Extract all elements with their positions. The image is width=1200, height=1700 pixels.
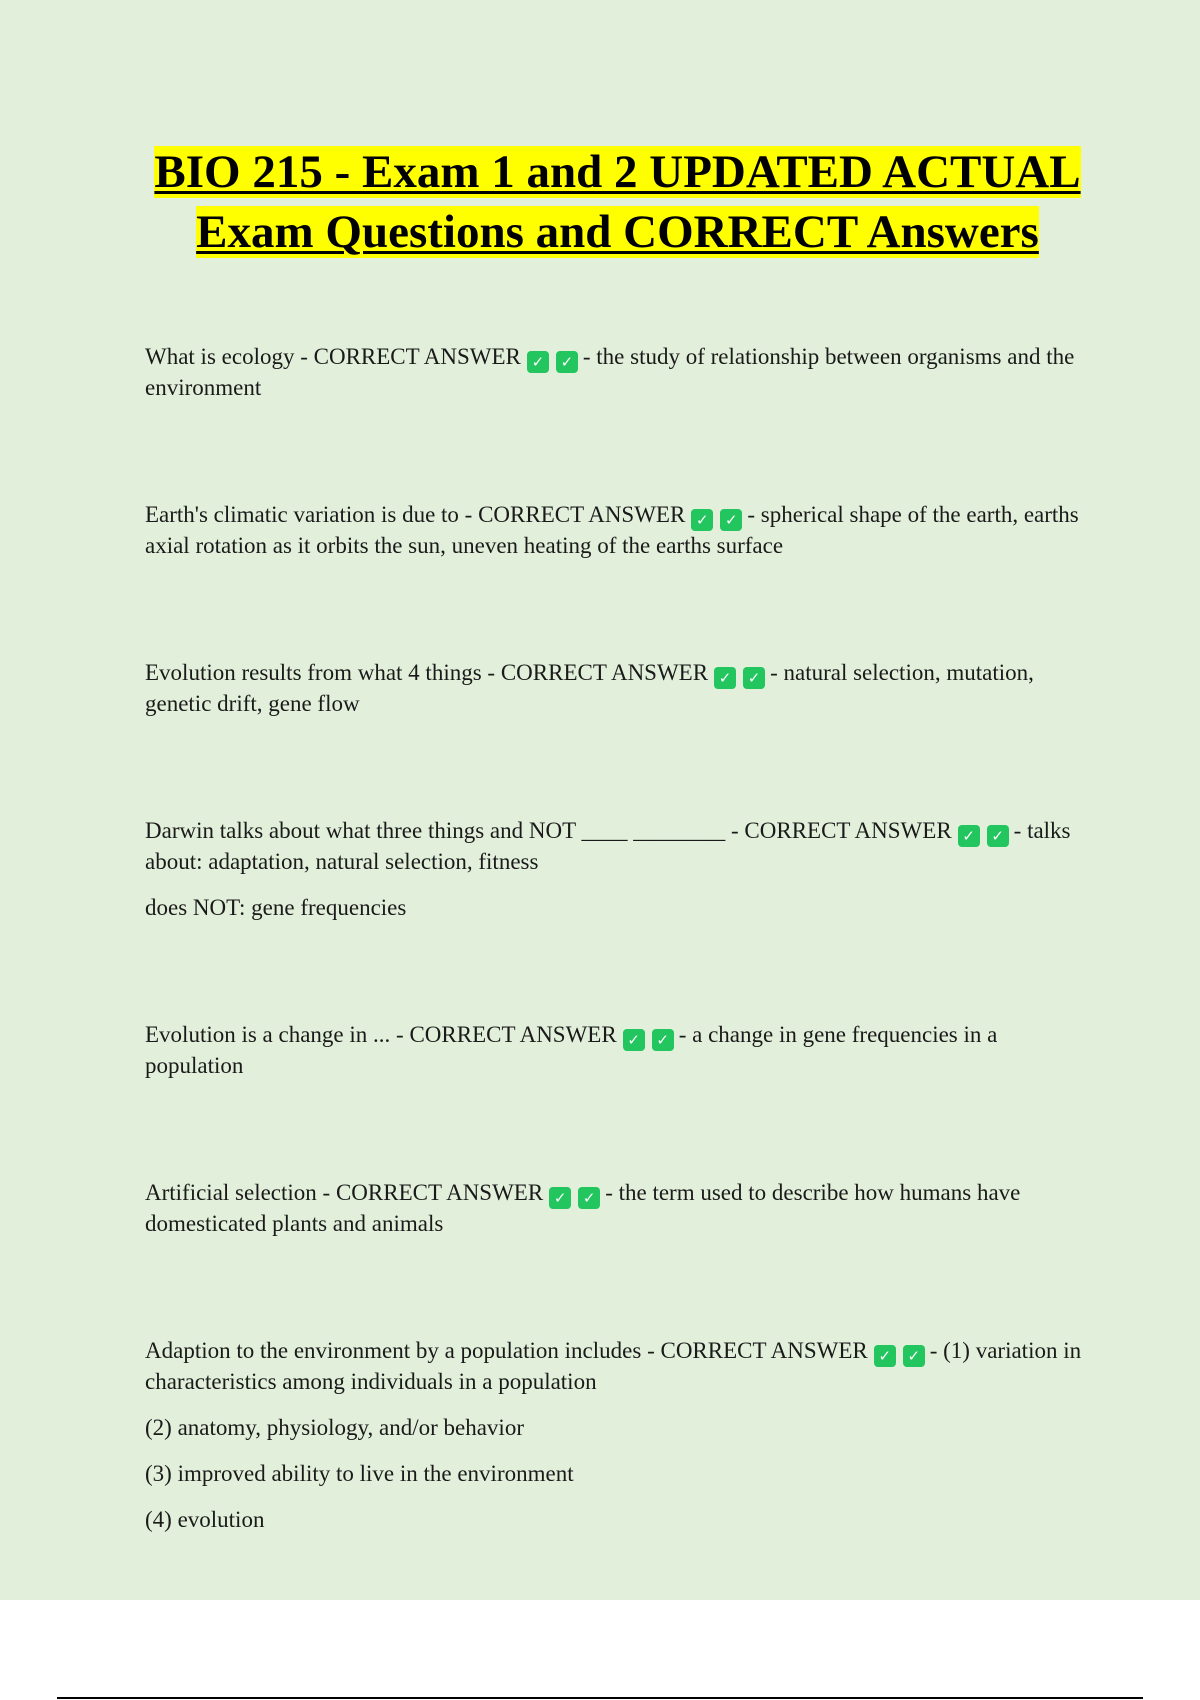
- qa-question-line: [145, 658, 1095, 719]
- answer-text: - talks about: adaptation, natural selection, fitness: [145, 818, 1071, 874]
- check-mark-icon: ✓: [623, 1029, 645, 1051]
- correct-answer-label: CORRECT ANSWER: [744, 818, 952, 843]
- qa-question-line: [145, 1020, 1095, 1081]
- qa-item: [145, 658, 1095, 719]
- answer-continuation: (4) evolution: [145, 1507, 265, 1532]
- answer-text: - (1) variation in characteristics among individuals in a population: [145, 1338, 1082, 1394]
- answer-continuation: (2) anatomy, physiology, and/or behavior: [145, 1415, 524, 1440]
- check-mark-icon: ✓: [987, 825, 1009, 847]
- check-mark-icon: ✓: [743, 667, 765, 689]
- check-mark-icon: ✓: [691, 509, 713, 531]
- check-mark-icon: ✓: [527, 351, 549, 373]
- check-mark-icon: ✓: [714, 667, 736, 689]
- answer-text: - natural selection, mutation, genetic drift, gene flow: [145, 660, 1034, 716]
- question-text: Adaption to the environment by a population includes -: [145, 1338, 661, 1363]
- check-mark-icon: ✓: [556, 351, 578, 373]
- answer-text: - the study of relationship between organisms and the environment: [145, 344, 1075, 400]
- correct-answer-label: CORRECT ANSWER: [478, 502, 686, 527]
- qa-question-line: [145, 1336, 1095, 1397]
- correct-answer-label: CORRECT ANSWER: [500, 660, 709, 685]
- check-mark-icon: ✓: [903, 1345, 925, 1367]
- qa-item: [145, 1020, 1095, 1081]
- answer-text: - the term used to describe how humans have domesticated plants and animals: [145, 1180, 1021, 1236]
- check-mark-icon: ✓: [874, 1345, 896, 1367]
- qa-list: [145, 342, 1095, 1632]
- qa-question-line: [145, 1178, 1095, 1239]
- check-mark-icon: ✓: [720, 509, 742, 531]
- title-highlight: BIO 215 - Exam 1 and 2 UPDATED ACTUAL Exam Questions and CORRECT Answers: [154, 146, 1081, 258]
- qa-question-line: [145, 342, 1095, 403]
- qa-question-line: [145, 500, 1095, 561]
- check-mark-icon: ✓: [549, 1187, 571, 1209]
- answer-text: - spherical shape of the earth, earths axial rotation as it orbits the sun, uneven heating of the earths surface: [145, 502, 1079, 558]
- correct-answer-label: CORRECT ANSWER: [660, 1338, 868, 1363]
- correct-answer-label: CORRECT ANSWER: [313, 344, 521, 369]
- check-mark-icon: ✓: [652, 1029, 674, 1051]
- answer-continuation: (3) improved ability to live in the environment: [145, 1461, 574, 1486]
- question-text: Evolution is a change in ... -: [145, 1022, 410, 1047]
- qa-item: [145, 1336, 1095, 1535]
- question-text: Artificial selection -: [145, 1180, 336, 1205]
- qa-item: [145, 1178, 1095, 1239]
- correct-answer-label: CORRECT ANSWER: [409, 1022, 617, 1047]
- correct-answer-label: CORRECT ANSWER: [335, 1180, 544, 1205]
- footer-divider: [57, 1697, 1143, 1699]
- qa-item: [145, 816, 1095, 923]
- answer-continuation: does NOT: gene frequencies: [145, 895, 407, 920]
- question-text: What is ecology -: [145, 344, 314, 369]
- check-mark-icon: ✓: [958, 825, 980, 847]
- qa-question-line: [145, 816, 1095, 877]
- answer-text: - a change in gene frequencies in a population: [145, 1022, 998, 1078]
- question-text: Earth's climatic variation is due to -: [145, 502, 479, 527]
- question-text: Evolution results from what 4 things -: [145, 660, 501, 685]
- qa-item: [145, 342, 1095, 403]
- check-mark-icon: ✓: [578, 1187, 600, 1209]
- qa-item: [145, 500, 1095, 561]
- page-title: [140, 142, 1095, 262]
- question-text: Darwin talks about what three things and NOT ____ ________ -: [145, 818, 745, 843]
